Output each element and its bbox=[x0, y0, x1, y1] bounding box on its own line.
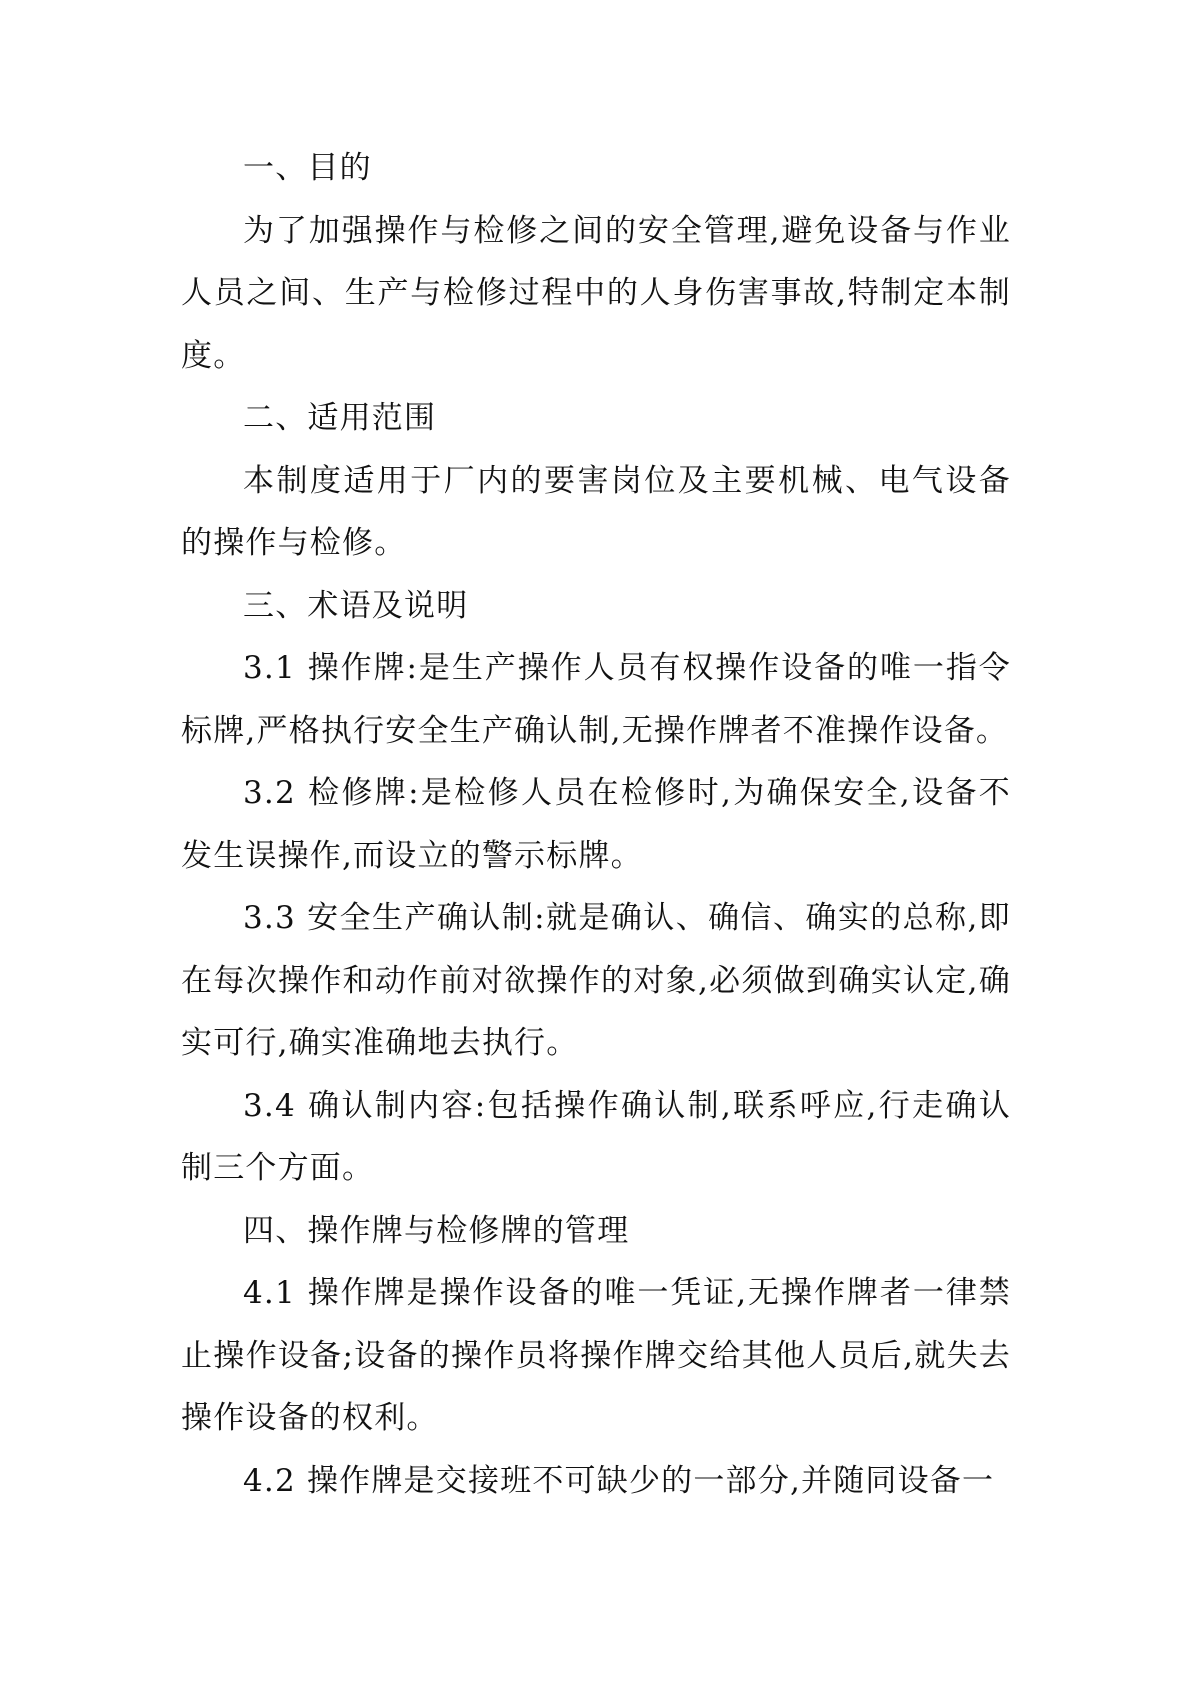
paragraph-3-1: 3.1 操作牌:是生产操作人员有权操作设备的唯一指令标牌,严格执行安全生产确认制,无操作牌者不准操作设备。 bbox=[181, 650, 1011, 749]
section-heading-purpose: 一、目的 bbox=[243, 150, 372, 186]
paragraph-4-1: 4.1 操作牌是操作设备的唯一凭证,无操作牌者一律禁止操作设备;设备的操作员将操作牌交给其他人员后,就失去操作设备的权利。 bbox=[181, 1275, 1011, 1436]
paragraph-3-4: 3.4 确认制内容:包括操作确认制,联系呼应,行走确认制三个方面。 bbox=[181, 1087, 1011, 1186]
paragraph-4-2: 4.2 操作牌是交接班不可缺少的一部分,并随同设备一 bbox=[243, 1462, 995, 1499]
paragraph-3-2: 3.2 检修牌:是检修人员在检修时,为确保安全,设备不发生误操作,而设立的警示标牌。 bbox=[181, 775, 1011, 874]
paragraph-scope: 本制度适用于厂内的要害岗位及主要机械、电气设备的操作与检修。 bbox=[181, 462, 1011, 561]
section-heading-scope: 二、适用范围 bbox=[243, 400, 437, 436]
paragraph-purpose: 为了加强操作与检修之间的安全管理,避免设备与作业人员之间、生产与检修过程中的人身伤害事故,特制定本制度。 bbox=[181, 212, 1011, 374]
paragraph-3-3: 3.3 安全生产确认制:就是确认、确信、确实的总称,即在每次操作和动作前对欲操作的对象,必须做到确实认定,确实可行,确实准确地去执行。 bbox=[181, 900, 1011, 1061]
section-heading-management: 四、操作牌与检修牌的管理 bbox=[243, 1212, 630, 1249]
document-body bbox=[181, 137, 1011, 1512]
section-heading-terms: 三、术语及说明 bbox=[243, 587, 469, 624]
